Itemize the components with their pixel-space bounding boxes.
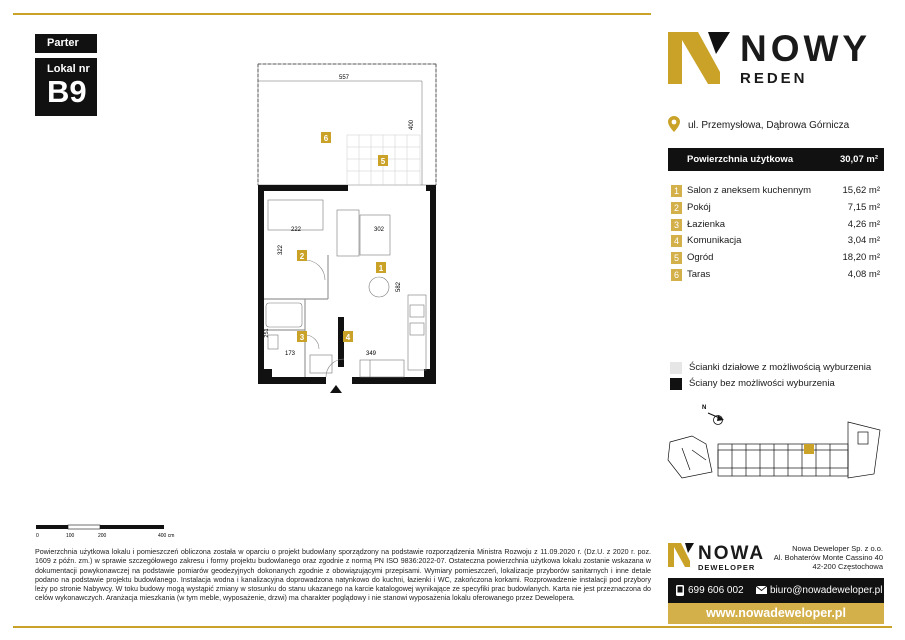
room-number: 5: [671, 252, 682, 264]
nowa-deweloper-logo-icon: [668, 543, 694, 567]
room-area: 7,15 m²: [847, 202, 880, 213]
dim-322: 322: [278, 244, 284, 256]
developer-address-line: 42-200 Częstochowa: [812, 562, 883, 571]
legend-swatch-light: [670, 362, 682, 374]
room-area: 4,26 m²: [847, 219, 880, 230]
compass-icon: [708, 413, 724, 425]
room-number: 2: [671, 202, 682, 214]
entry-arrow: [330, 385, 342, 393]
room-number: 6: [671, 269, 682, 281]
phone-icon: [675, 585, 685, 596]
developer-brand-sub: DEWELOPER: [698, 563, 756, 572]
room-area: 4,08 m²: [847, 269, 880, 280]
developer-address-line: Al. Bohaterów Monte Cassino 40: [773, 553, 883, 562]
legend-swatch-dark: [670, 378, 682, 390]
brand-subname: REDEN: [740, 70, 808, 87]
room-row: [668, 184, 884, 199]
room-number: 4: [671, 235, 682, 247]
dim-349: 349: [365, 351, 377, 357]
room-number: 3: [671, 219, 682, 231]
contact-bar: [668, 578, 884, 603]
room-name: Salon z aneksem kuchennym: [687, 185, 812, 196]
dim-173: 173: [284, 351, 296, 357]
dim-garden-depth: 400: [409, 119, 415, 131]
legend-dark-text: Ściany bez możliwości wyburzenia: [689, 378, 835, 389]
area-summary-header: [668, 148, 884, 171]
floor-plan: [230, 55, 470, 400]
developer-address-line: Nowa Deweloper Sp. z o.o.: [792, 544, 883, 553]
scale-tick-0: 0: [36, 533, 39, 539]
dim-302: 302: [373, 227, 385, 233]
building-outline: [668, 422, 880, 478]
legend-light-text: Ścianki działowe z możliwością wyburzenia: [689, 362, 872, 373]
area-value: 30,07 m²: [839, 154, 878, 165]
location-pin-icon: [668, 116, 680, 132]
room-name: Ogród: [687, 252, 714, 263]
room-row: [668, 268, 884, 283]
room-row: [668, 201, 884, 216]
room-num-3: 3: [299, 333, 305, 342]
dim-garden-width: 557: [338, 75, 350, 81]
dim-222: 222: [290, 227, 302, 233]
brand-name: NOWY: [740, 28, 872, 69]
email-icon: [756, 586, 767, 594]
bottom-divider: [13, 626, 892, 628]
floor-label: Parter: [35, 34, 97, 53]
compass-label: N: [702, 405, 707, 411]
developer-brand: NOWA: [698, 543, 766, 564]
area-label: Powierzchnia użytkowa: [687, 154, 794, 165]
room-row: [668, 234, 884, 249]
room-num-2: 2: [299, 252, 305, 261]
site-plan: [662, 400, 892, 495]
website-link[interactable]: www.nowadeweloper.pl: [668, 603, 884, 624]
room-name: Komunikacja: [687, 235, 742, 246]
unit-label: Lokal nr: [47, 63, 90, 75]
scale-bar: [36, 523, 186, 543]
address: [668, 116, 850, 135]
phone-number[interactable]: 699 606 002: [688, 585, 744, 596]
partition-walls: [264, 255, 328, 377]
unit-location-highlight: [804, 444, 814, 454]
room-name: Pokój: [687, 202, 711, 213]
room-area: 18,20 m²: [842, 252, 880, 263]
room-num-5: 5: [380, 157, 386, 166]
email-link[interactable]: biuro@nowadeweloper.pl: [770, 585, 883, 596]
unit-number: B9: [47, 74, 87, 109]
room-num-1: 1: [378, 264, 384, 273]
room-name: Łazienka: [687, 219, 726, 230]
room-name: Taras: [687, 269, 711, 280]
room-area: 3,04 m²: [847, 235, 880, 246]
room-row: [668, 251, 884, 266]
scale-tick-3: 400 cm: [158, 533, 175, 539]
room-num-6: 6: [323, 134, 329, 143]
room-row: [668, 218, 884, 233]
unit-badge: [35, 58, 97, 116]
scale-tick-1: 100: [66, 533, 75, 539]
nowy-reden-logo-icon: [668, 32, 730, 84]
top-divider: [13, 13, 651, 15]
address-text: ul. Przemysłowa, Dąbrowa Górnicza: [688, 120, 850, 131]
scale-tick-2: 200: [98, 533, 107, 539]
dim-582: 582: [396, 281, 402, 293]
dim-251: 251: [264, 328, 270, 338]
room-num-4: 4: [345, 333, 351, 342]
developer-address: [760, 544, 883, 571]
room-area: 15,62 m²: [842, 185, 880, 196]
room-number: 1: [671, 185, 682, 197]
legal-disclaimer: Powierzchnia użytkowa lokalu i pomieszczeń obliczona została w oparciu o projekt budowlany sporządzony na podstawie rozporządzenia Ministra Rozwoju z 11.09.2020 r. (Dz.U. z 2020 r. poz. 1609 z późn. zm.) w sprawie szczegółowego zakresu i formy projektu budowlanego oraz zgodnie z normą PN ISO 9836:2022-07. Ostateczna powierzchnia użytkowa lokalu zostanie wskazana w dokumentacji powykonawczej na podstawie pomiarów geodezyjnych dokonanych zgodnie z obowiązującymi przepisami. Wymiary pomieszczeń, lokalizacje przyborów sanitarnych i inne detale podano na podstawie projektu budowlanego. Instalacja wodna i kanalizacyjna doprowadzona natynkowo do kuchni, łazienki i WC, zakończona korkami. Rozprowadzenie instalacji pod przybory leży po stronie Nabywcy. W toku budowy mogą wystąpić zmiany w stosunku do stanu ukazanego na karcie katalogowej wynikające ze specyfiki prac budowlanych. Karta nie jest przeznaczona do celów wykonawczych. Aranżacja mieszkania (w tym meble, wyposażenie, drzwi) ma charakter poglądowy i nie stanowi wyposażenia lokalu oferowanego przez Dewelopera.: [35, 548, 651, 603]
